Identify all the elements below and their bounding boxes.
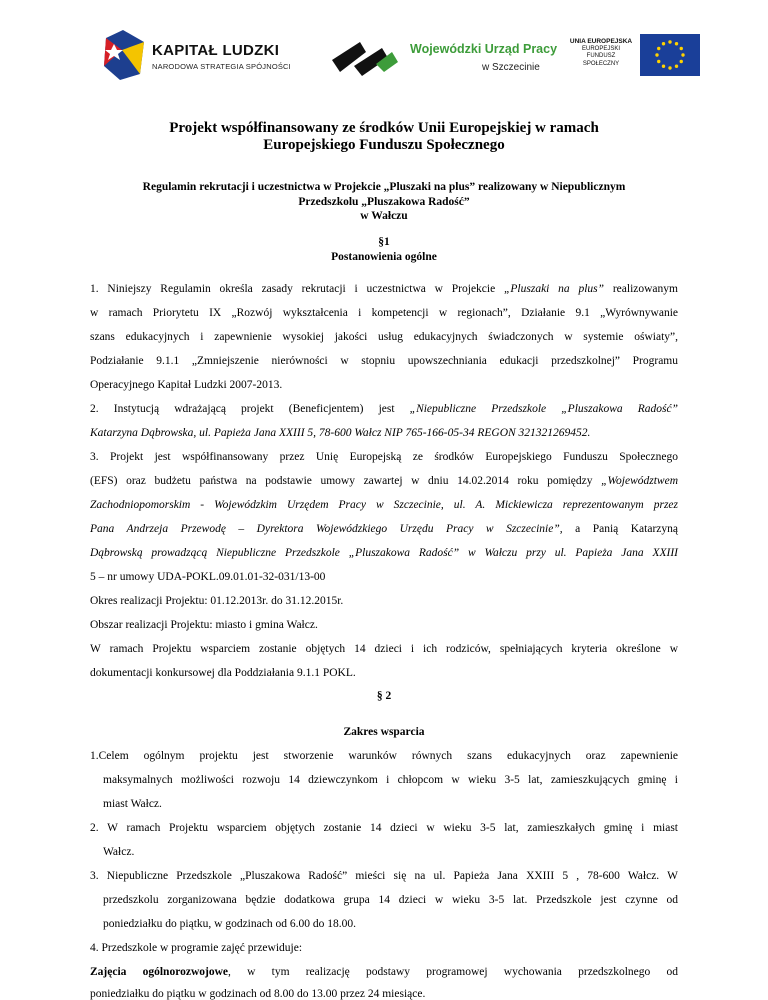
kapital-ludzki-logo bbox=[100, 28, 300, 82]
eu-star bbox=[675, 42, 678, 45]
kapital-ludzki-subtitle: NARODOWA STRATEGIA SPÓJNOŚCI bbox=[152, 62, 291, 71]
s1-p1-line5: Operacyjnego Kapitał Ludzki 2007-2013. bbox=[90, 379, 283, 391]
eu-star bbox=[662, 65, 665, 68]
s2-i3-line2: przedszkolu zorganizowana będzie dodatkowa grupa 14 dzieci w wieku 3-5 lat. Przedszkole jest czynne od bbox=[103, 894, 678, 906]
s2-i4: 4. Przedszkole w programie zajęć przewiduje: bbox=[90, 942, 303, 954]
header-logos bbox=[0, 22, 768, 92]
eu-star bbox=[668, 66, 671, 69]
eu-line3: FUNDUSZ SPOŁECZNY bbox=[582, 53, 620, 67]
s1-p1-line1: 1. Niniejszy Regulamin określa zasady rekrutacji i uczestnictwa w Projekcie „Pluszaki na plus” realizowanym bbox=[90, 283, 678, 295]
section2-heading: Zakres wsparcia bbox=[343, 726, 425, 738]
s1-p1-line4: Podziałanie 9.1.1 „Zmniejszenie nierówności w stopniu upowszechniania edukacji przedszkolnej” Programu bbox=[90, 355, 678, 367]
s2-i5-line1: Zajęcia ogólnorozwojowe, w tym realizację podstawy programowej wychowania przedszkolnego od bbox=[90, 966, 678, 978]
regulation-title-line1: Regulamin rekrutacji i uczestnictwa w Projekcie „Pluszaki na plus” realizowany w Niepublicznym bbox=[142, 181, 626, 193]
section1-number: §1 bbox=[378, 236, 390, 248]
s1-p3-line2: (EFS) oraz budżetu państwa na podstawie umowy zawartej w dniu 14.02.2014 roku pomiędzy „Województwem bbox=[90, 475, 678, 487]
eu-star bbox=[681, 53, 684, 56]
wup-logo bbox=[330, 34, 558, 84]
project-area: Obszar realizacji Projektu: miasto i gmina Wałcz. bbox=[90, 619, 318, 631]
s1-p3-line5: Dąbrowską prowadzącą Niepubliczne Przedszkole „Pluszakowa Radość” w Wałczu przy ul. Papieża Jana XXIII bbox=[90, 547, 678, 559]
eu-star bbox=[675, 65, 678, 68]
s1-p3-line3: Zachodniopomorskim - Wojewódzkim Urzędem Pracy w Szczecinie, ul. A. Mickiewicza reprezentowanym przez bbox=[90, 499, 678, 511]
regulation-title-line2: Przedszkolu „Pluszakowa Radość” bbox=[298, 196, 470, 208]
title-line1: Projekt współfinansowany ze środków Unii Europejskiej w ramach bbox=[169, 120, 599, 136]
s1-p1-line2: w ramach Priorytetu IX „Rozwój wykształcenia i kompetencji w regionach”, Działanie 9.1 „Wyrównywanie bbox=[90, 307, 678, 319]
eu-star bbox=[680, 47, 683, 50]
wup-emblem-icon bbox=[330, 38, 400, 78]
s2-i2-line2: Wałcz. bbox=[103, 846, 135, 858]
eu-flag-icon bbox=[640, 34, 700, 76]
eu-star bbox=[680, 60, 683, 63]
kapital-ludzki-title: KAPITAŁ LUDZKI bbox=[152, 42, 280, 59]
eu-star bbox=[657, 47, 660, 50]
eu-line2: EUROPEJSKI bbox=[581, 45, 620, 52]
project-period: Okres realizacji Projektu: 01.12.2013r. do 31.12.2015r. bbox=[90, 595, 344, 607]
s2-i1-line2: maksymalnych możliwości rozwoju 14 dziewczynkom i chłopcom w wieku 3-5 lat, zamieszkujących gminę i bbox=[103, 774, 678, 786]
title-line2: Europejskiego Funduszu Społecznego bbox=[263, 137, 505, 153]
s2-i2-line1: 2. W ramach Projektu wsparciem objętych zostanie 14 dzieci w wieku 3-5 lat, zamieszkałych gminę i miast bbox=[90, 822, 678, 834]
eu-line1: UNIA EUROPEJSKA bbox=[569, 38, 633, 45]
s1-p1-line3: szans edukacyjnych i zapewnienie wysokiej jakości usług edukacyjnych świadczonych w systemie oświaty”, bbox=[90, 331, 678, 343]
kapital-ludzki-emblem-icon bbox=[100, 28, 146, 82]
s2-i3-line1: 3. Niepubliczne Przedszkole „Pluszakowa Radość” mieści się na ul. Papieża Jana XXIII 5 , 78-600 Wałcz. W bbox=[90, 870, 678, 882]
eu-text bbox=[568, 38, 634, 68]
s2-i1-line1: 1.Celem ogólnym projektu jest stworzenie warunków równych szans edukacyjnych oraz zapewnienie bbox=[90, 750, 678, 762]
s1-p2-line1: 2. Instytucją wdrażającą projekt (Beneficjentem) jest „Niepubliczne Przedszkole „Pluszakowa Radość” bbox=[90, 403, 679, 415]
wup-subtitle: w Szczecinie bbox=[482, 62, 540, 73]
s1-p2-line2: Katarzyna Dąbrowska, ul. Papieża Jana XXIII 5, 78-600 Wałcz NIP 765-166-05-34 REGON 321321269452. bbox=[90, 427, 591, 439]
s2-i5-line2: poniedziałku do piątku w godzinach od 8.00 do 13.00 przez 24 miesiące. bbox=[90, 988, 426, 1000]
s2-i3-line3: poniedziałku do piątku, w godzinach od 6.00 do 18.00. bbox=[103, 918, 356, 930]
eu-star bbox=[662, 42, 665, 45]
eu-star bbox=[657, 60, 660, 63]
section2-number: § 2 bbox=[376, 690, 392, 702]
s1-p3-line4: Pana Andrzeja Przewodę – Dyrektora Wojewódzkiego Urzędu Pracy w Szczecinie”, a Panią Katarzyną bbox=[90, 523, 678, 535]
section1-heading: Postanowienia ogólne bbox=[331, 251, 437, 263]
eu-star bbox=[655, 53, 658, 56]
regulation-title-line3: w Wałczu bbox=[360, 210, 408, 222]
s1-p4-line1: W ramach Projektu wsparciem zostanie objętych 14 dzieci i ich rodziców, spełniających kryteria określone w bbox=[90, 643, 678, 655]
wup-title: Wojewódzki Urząd Pracy bbox=[410, 42, 558, 56]
eu-logo bbox=[568, 34, 704, 84]
s1-p3-line1: 3. Projekt jest współfinansowany przez Unię Europejską ze środków Europejskiego Funduszu Społecznego bbox=[90, 451, 678, 463]
s1-p3-line6: 5 – nr umowy UDA-POKL.09.01.01-32-031/13-00 bbox=[90, 571, 326, 583]
s2-i1-line3: miast Wałcz. bbox=[103, 798, 162, 810]
s1-p4-line2: dokumentacji konkursowej dla Poddziałania 9.1.1 POKL. bbox=[90, 667, 356, 679]
eu-star bbox=[668, 40, 671, 43]
